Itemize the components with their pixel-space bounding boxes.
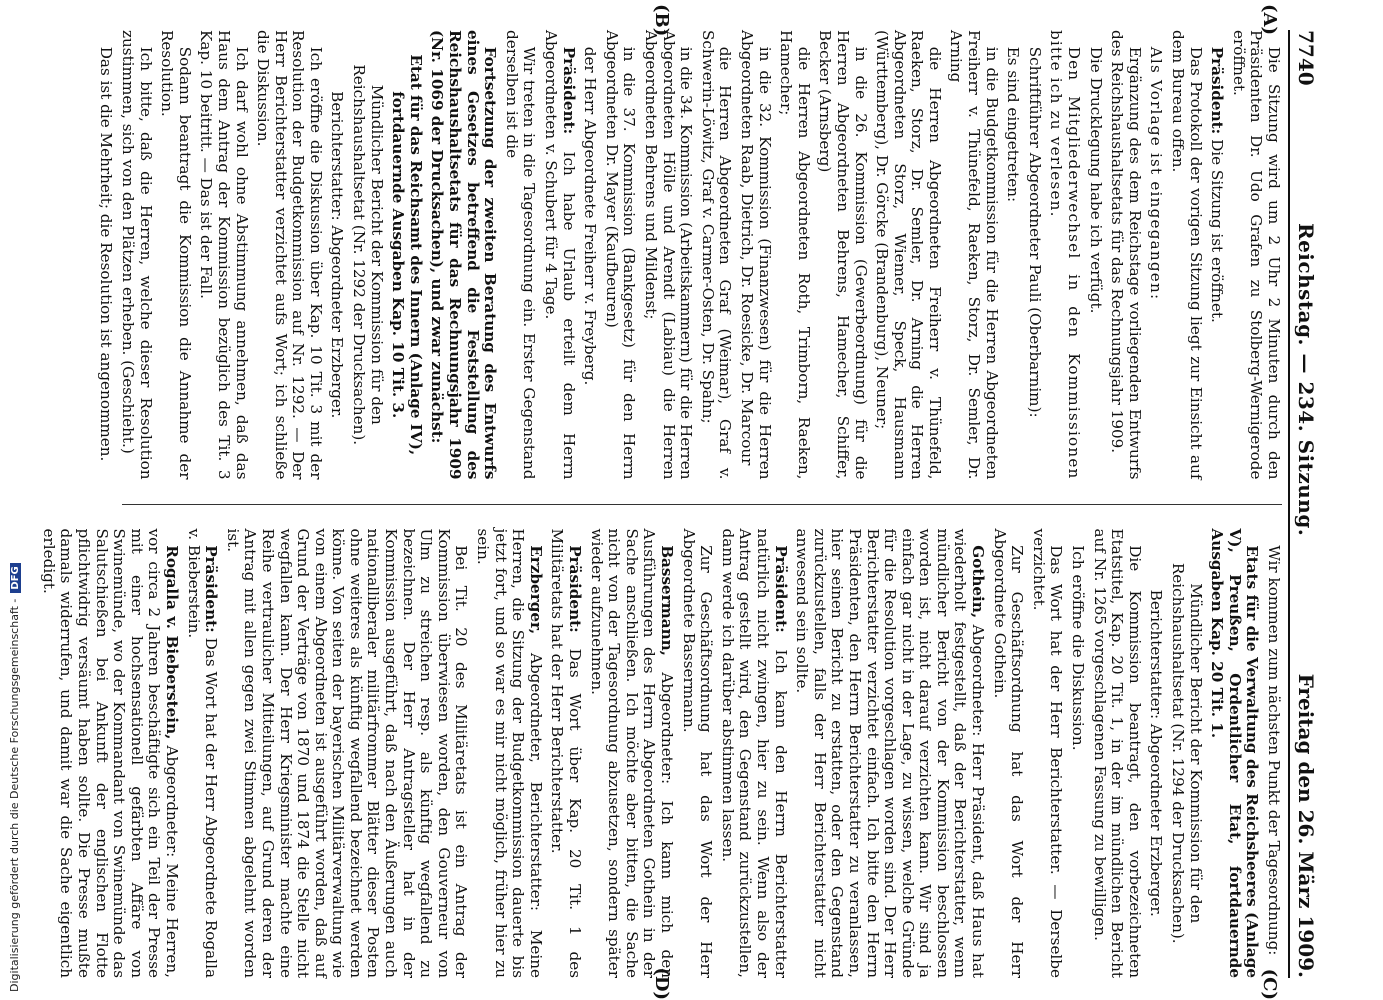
speaker-label: Präsident: <box>559 46 578 135</box>
paragraph: der Herr Abgeordnete Freiherr v. Freyberg. <box>580 46 599 386</box>
etat-heading: Etat für das Reichsamt des Innern (Anlage IV), fortdauernde Ausgaben Kap. 10 Tit. 3. <box>388 54 425 456</box>
left-column <box>96 30 1283 480</box>
paragraph: Die Kommission beantragt, den vorbezeichneten Etatstitel, Kap. 20 Tit. 1, in der im mündlichen Bericht auf Nr. 1265 vorgeschlagenen Fassung zu bewilligen. <box>1090 528 1144 978</box>
paragraph: Es sind eingetreten: <box>1003 46 1022 203</box>
speaker-label: Gothein, <box>968 545 987 619</box>
paragraph: Mündlicher Bericht der Kommission für den Reichshaushaltsetat (Nr. 1294 der Drucksachen). <box>1168 562 1205 944</box>
paragraph: in die 26. Kommission (Gewerbeordnung) für die Herren Abgeordneten Behrens, Hamecher, Schiffer, Becker (Arnsberg) <box>815 30 870 480</box>
speaker-text: Das Wort hat der Herr Abgeordnete Rogalla v. Bieberstein. <box>184 528 220 978</box>
rotated-document-page <box>39 0 1332 1000</box>
paragraph: Sodann beantragt die Kommission die Annahme der Resolution. <box>157 30 194 480</box>
paragraph <box>473 529 543 979</box>
etat-heading: Etats für die Verwaltung des Reichsheeres (Anlage V), Preußen, Ordentlicher Etat, fortdauernde Ausgaben Kap. 20 Tit. 1. <box>1207 528 1261 978</box>
column-divider <box>122 504 1282 505</box>
paragraph: Das Wort hat der Herr Berichterstatter. — Derselbe verzichtet. <box>1029 528 1065 978</box>
speaker-label: Präsident: <box>201 545 220 633</box>
paragraph <box>39 529 180 979</box>
paragraph: in die 32. Kommission (Finanzwesen) für die Herren Abgeordneten Raab, Dietrich, Dr. Roesicke, Dr. Marcour <box>737 30 774 480</box>
paragraph: Zur Geschäftsordnung hat das Wort der Herr Abgeordnete Bassermann. <box>679 528 715 978</box>
paragraph: in die 37. Kommission (Bankgesetz) für den Herrn Abgeordneten Dr. Mayer (Kaufbeuren) <box>602 30 638 480</box>
margin-marker-b: (B) <box>650 4 672 37</box>
paragraph: Wir kommen zum nächsten Punkt der Tagesordnung: <box>1264 545 1283 956</box>
right-column <box>39 528 1283 979</box>
paragraph <box>541 30 576 480</box>
paragraph: in die Budgetkommission für die Herren Abgeordneten Freiherr v. Thünefeld, Raeken, Storz, Dr. Semler, Dr. Arning <box>947 30 1001 480</box>
paragraph: Berichterstatter: Abgeordneter Erzberger. <box>328 91 346 419</box>
paragraph: Die Drucklegung habe ich verfügt. <box>1086 46 1105 314</box>
paragraph: Mündlicher Bericht der Kommission für den Reichshaushaltsetat (Nr. 1292 der Drucksachen). <box>349 64 386 446</box>
margin-marker-d: (D) <box>650 967 672 1000</box>
paragraph: die Herren Abgeordneten Freiherr v. Thünefeld, Raeken, Storz, Dr. Semler, Dr. Arning die Herren Abgeordneten Storz, Wiemer, Speck, Hausmann (Württemberg), Dr. Görcke (Brandenburg), Neuner; <box>872 30 944 480</box>
page-number: 7740 <box>1293 30 1318 86</box>
speaker-label: Präsident: <box>1207 46 1226 135</box>
paragraph: in die 34. Kommission (Arbeitskammern) für die Herren Abgeordneten Hölle und Arendt (Labiau) die Herren Abgeordneten Behrens und Mildenst; <box>641 30 695 480</box>
paragraph: Zur Geschäftsordnung hat das Wort der Herr Abgeordnete Gothein. <box>990 528 1026 978</box>
margin-marker-a: (A) <box>1258 4 1280 35</box>
paragraph: Bei Tit. 20 des Militäretats ist ein Antrag der Kommission überwiesen worden, den Gouverneur von Ulm zu streichen resp. als künftig wegfallend zu bezeichnen. Der Herr Antragsteller hat in der Kommission ausgeführt, daß nach den Äußerungen auch nationalliberaler militärfrommer Blätter dieser Posten ohne weiteres als künftig wegfallend bezeichnet werden könne. Von seiten der bayerischen Militärverwaltung wie von einem Abgeordneten ist ausgeführt worden, daß auf Grund der Verträge von 1870 und 1874 die Stelle nicht wegfallen kann. Der Herr Kriegsminister machte eine Reihe vertraulicher Mitteilungen, auf Grund deren der Antrag mit allen gegen zwei Stimmen abgelehnt worden ist. <box>223 528 470 978</box>
paragraph: die Herren Abgeordneten Roth, Trimborn, Raeken, Hamecher; <box>776 30 813 480</box>
page-header <box>1288 30 1318 978</box>
credit-text: Digitalisierung gefördert durch die Deutsche Forschungsgemeinschaft - <box>8 598 21 992</box>
paragraph: Ich eröffne die Diskussion über Kap. 10 Tit. 3 mit der Resolution der Budgetkommission auf Nr. 1292. — Der Herr Berichterstatter verzichtet aufs Wort; ich schließe die Diskussion. <box>253 30 325 480</box>
speaker-label: Erzberger, <box>526 545 545 635</box>
speaker-text: Ich kann den Herrn Berichterstatter natürlich nicht zwingen, hier zu sein. Wenn also der Antrag gestellt wird, den Gegenstand zurückzustellen, dann werde ich darüber abstimmen lassen. <box>718 528 790 978</box>
paragraph <box>547 529 582 979</box>
paragraph <box>183 529 218 979</box>
paragraph: Als Vorlage ist eingegangen: <box>1146 46 1165 301</box>
page-date: Freitag den 26. März 1909. <box>1293 673 1318 978</box>
paragraph: Ich eröffne die Diskussion. <box>1068 545 1087 751</box>
speaker-text: Abgeordneter: Herr Präsident, daß Haus hat wiederholt festgestellt, daß der Berichterstatter, wenn mündlicher Bericht von der Kommission beschlossen worden ist, nicht darauf verzichten kann. Wir sind ja einfach gar nicht in der Lage, zu wissen, welche Gründe für die Resolution vorgeschlagen worden sind. Der Herr Berichterstatter verzichtet einfach. Ich bitte den Herrn Präsidenten, den Herrn Berichterstatter zu veranlassen, hier seinen Bericht zu erstatten, oder den Gegenstand zurückzustellen, falls der Herr Berichterstatter nicht anwesend sein sollte. <box>792 528 987 978</box>
digitization-credit <box>8 563 21 992</box>
paragraph: Schriftführer Abgeordneter Pauli (Oberbarnim): <box>1025 46 1044 418</box>
text-columns <box>39 30 1283 978</box>
running-title: Reichstag. — 234. Sitzung. <box>1293 222 1318 537</box>
paragraph: Berichterstatter: Abgeordneter Erzberger. <box>1146 589 1165 917</box>
paragraph <box>718 529 788 979</box>
speaker-label: Bassermann, <box>657 545 676 656</box>
paragraph: Ich bitte, daß die Herren, welche dieser Resolution zustimmen, sich von den Plätzen erheben. (Geschieht.) <box>118 30 155 480</box>
paragraph: Ich darf wohl ohne Abstimmung annehmen, daß das Haus dem Antrag der Kommission bezüglich des Tit. 3 Kap. 10 beitritt. — Das ist der Fall. <box>196 30 251 480</box>
margin-marker-c: (C) <box>1258 968 1280 1000</box>
agenda-item: Fortsetzung der zweiten Beratung des Entwurfs eines Gesetzes betreffend die Feststellung des Reichshaushaltsetats für das Rechnungsjahr 1909 (Nr. 1069 der Drucksachen), und zwar zunächst: <box>427 30 499 480</box>
speaker-label: Präsident: <box>771 545 790 633</box>
speaker-text: Das Wort über Kap. 20 Tit. 1 des Militäretats hat der Herr Berichterstatter. <box>547 528 584 978</box>
speaker-text: Ich habe Urlaub erteilt dem Herrn Abgeordneten v. Schubert für 4 Tage. <box>541 30 578 480</box>
speaker-text: Abgeordneter: Ich kann mich den Ausführungen des Herrn Abgeordneten Gothein in der Sache anschließen. Ich möchte aber bitten, die Sache nicht von der Tagesordnung abzusetzen, sondern später wieder aufzunehmen. <box>587 528 676 978</box>
speaker-label: Präsident: <box>565 545 584 633</box>
paragraph: Den Mitgliederwechsel in den Kommissionen bitte ich zu verlesen. <box>1046 30 1083 480</box>
paragraph <box>587 529 675 979</box>
paragraph <box>1207 30 1225 480</box>
paragraph: Das Protokoll der vorigen Sitzung liegt zur Einsicht auf dem Bureau offen. <box>1168 30 1205 480</box>
speaker-text: Die Sitzung ist eröffnet. <box>1207 134 1226 323</box>
dfg-logo: DFG <box>10 563 21 592</box>
speaker-text: Abgeordneter: Meine Herren, vor circa 2 Jahren beschäftigte sich ein Teil der Presse mit einer hochsensationell gefärbten Affäre von Swinemünde, wo der Kommandant von Swinemünde das Salutschießen bei Ankunft der englischen Flotte pflichtwidrig versäumt haben sollte. Die Presse mußte damals widerrufen, und damit war die Sache eigentlich erledigt. <box>39 528 181 978</box>
paragraph: Die Sitzung wird um 2 Uhr 2 Minuten durch den Präsidenten Dr. Udo Grafen zu Stolberg-Wernigerode eröffnet. <box>1229 30 1283 480</box>
paragraph: die Herren Abgeordneten Graf (Weimar), Graf v. Schwerin-Löwitz, Graf v. Carmer-Osten, Dr. Spahn; <box>698 30 734 480</box>
paragraph: Ergänzung des dem Reichstage vorliegenden Entwurfs des Reichshaushaltsetats für das Rechnungsjahr 1909. <box>1107 30 1144 480</box>
paragraph: Das ist die Mehrheit; die Resolution ist angenommen. <box>96 46 115 462</box>
speaker-label: Rogalla v. Bieberstein, <box>162 545 181 740</box>
paragraph: Wir treten in die Tagesordnung ein. Erster Gegenstand derselben ist die <box>502 30 538 480</box>
paragraph <box>792 529 986 979</box>
speaker-text: Abgeordneter, Berichterstatter: Meine Herren, die Sitzung der Budgetkommission dauerte bis jetzt fort, und so war es mir nicht möglich, früher hier zu sein. <box>473 528 545 978</box>
